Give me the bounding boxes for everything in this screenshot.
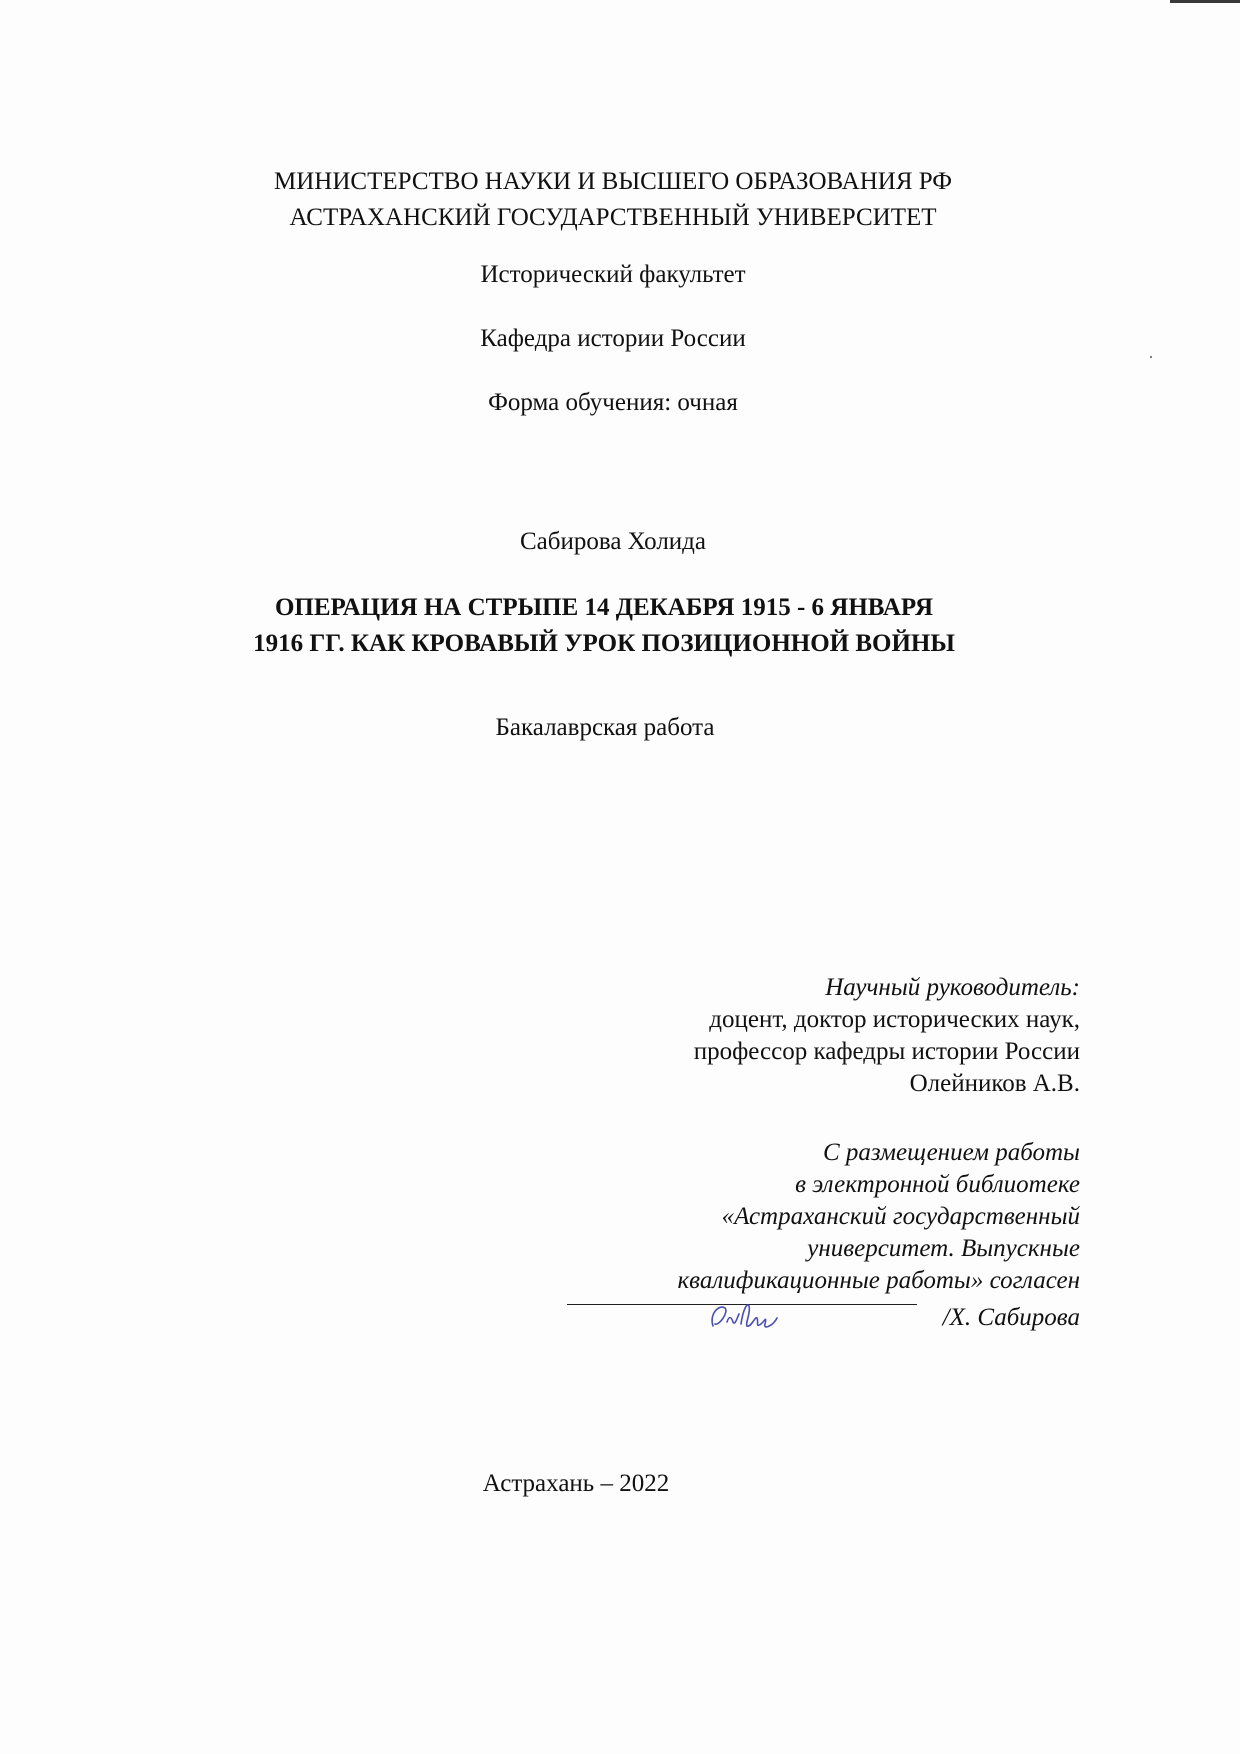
work-type: Бакалаврская работа [495, 714, 715, 741]
university-name: АСТРАХАНСКИЙ ГОСУДАРСТВЕННЫЙ УНИВЕРСИТЕТ [289, 204, 937, 231]
consent-line-3: «Астраханский государственный [721, 1203, 1080, 1230]
supervisor-block [694, 972, 1080, 1100]
supervisor-title-line-2: профессор кафедры истории России [693, 1038, 1080, 1065]
thesis-title-line-2: 1916 ГГ. КАК КРОВАВЫЙ УРОК ПОЗИЦИОННОЙ ВОЙНЫ [253, 630, 955, 657]
department-name: Кафедра истории России [480, 325, 746, 352]
handwritten-signature [705, 1296, 785, 1336]
signature-name: /Х. Сабирова [942, 1304, 1080, 1331]
consent-line-5-italic: квалификационные работы» [677, 1267, 984, 1294]
supervisor-heading: Научный руководитель: [825, 974, 1080, 1001]
consent-line-5-tail: согласен [983, 1267, 1080, 1294]
consent-block [677, 1137, 1080, 1297]
consent-line-4: университет. Выпускные [807, 1235, 1080, 1262]
supervisor-title-line-1: доцент, доктор исторических наук, [709, 1006, 1080, 1033]
consent-line-1: С размещением работы [822, 1139, 1080, 1166]
faculty-name: Исторический факультет [480, 261, 746, 288]
scan-speck [1150, 356, 1152, 358]
consent-line-2: в электронной библиотеке [795, 1171, 1080, 1198]
author-name: Сабирова Холида [519, 528, 706, 555]
study-form: Форма обучения: очная [488, 389, 738, 416]
city-year: Астрахань – 2022 [482, 1470, 670, 1497]
consent-line-5 [677, 1265, 1080, 1297]
supervisor-name: Олейников А.В. [909, 1070, 1080, 1097]
scan-edge-mark [1170, 0, 1240, 3]
thesis-title-line-1: ОПЕРАЦИЯ НА СТРЫПЕ 14 ДЕКАБРЯ 1915 - 6 ЯНВАРЯ [274, 594, 934, 621]
ministry-name: МИНИСТЕРСТВО НАУКИ И ВЫСШЕГО ОБРАЗОВАНИЯ РФ [274, 168, 952, 195]
